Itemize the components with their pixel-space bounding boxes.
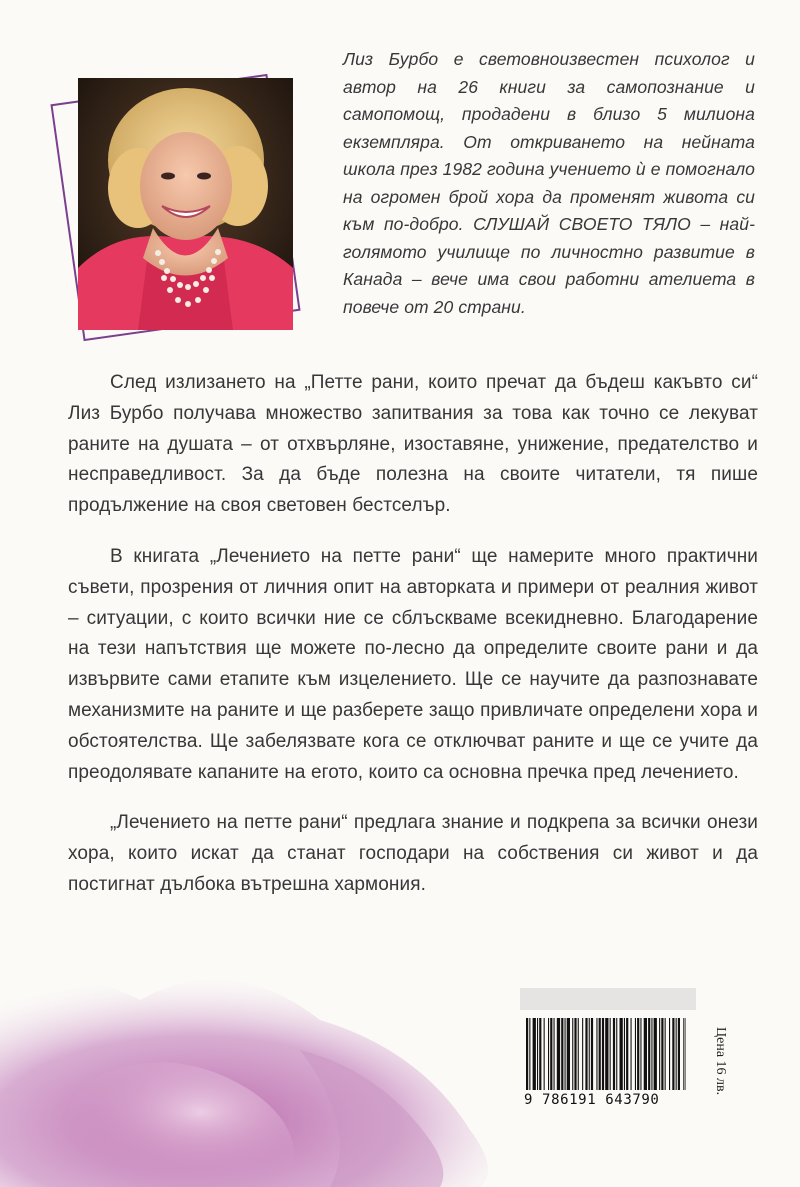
barcode	[526, 1018, 686, 1090]
paragraph-1: След излизането на „Петте рани, които пречат да бъдеш какъвто си“ Лиз Бурбо получава множество запитвания за това как точно се лекуват раните на душата – от отхвърляне, изоставяне, унижение, предателство и несправедливост. За да бъде полезна на своите читатели, тя пише продължение на своя световен бестселър.	[68, 372, 758, 517]
watercolor-petals	[0, 930, 520, 1187]
author-photo-block	[60, 60, 310, 350]
price-label: Цена 16 лв.	[713, 1026, 728, 1096]
barcode-block	[520, 988, 750, 1128]
author-bio: Лиз Бурбо е световноизвестен психолог и автор на 26 книги за самопознание и самопомощ, продадени в близо 5 милиона екземпляра. От откриването на нейната школа през 1982 година учението ѝ е помогнало на огромен брой хора да променят живота си към по-добро. СЛУШАЙ СВОЕТО ТЯЛО – най-голямото училище по личностно развитие в Канада – вече има свои работни ателиета в повече от 20 страни.	[343, 49, 755, 317]
barcode-number: 9 786191 643790	[524, 1092, 660, 1108]
paragraph-3: „Лечението на петте рани“ предлага знание и подкрепа за всички онези хора, които искат да станат господари на собствения си живот и да постигнат дълбока вътрешна хармония.	[68, 812, 758, 895]
description	[68, 368, 758, 921]
paragraph-2: В книгата „Лечението на петте рани“ ще намерите много практични съвети, прозрения от личния опит на авторката и примери от реалния живот – ситуации, с които всички ние се сблъскваме всекидневно. Благодарение на тези напътствия ще можете по-лесно да определите своите рани и да извървите сами етапите към изцелението. Ще се научите да разпознавате механизмите на раните и ще разберете защо привличате определени хора и обстоятелства. Ще забелязвате кога се отключват раните и ще се учите да преодолявате капаните на егото, които са основна пречка пред лечението.	[68, 545, 758, 783]
barcode-label-area	[520, 988, 696, 1010]
author-photo	[78, 78, 293, 330]
